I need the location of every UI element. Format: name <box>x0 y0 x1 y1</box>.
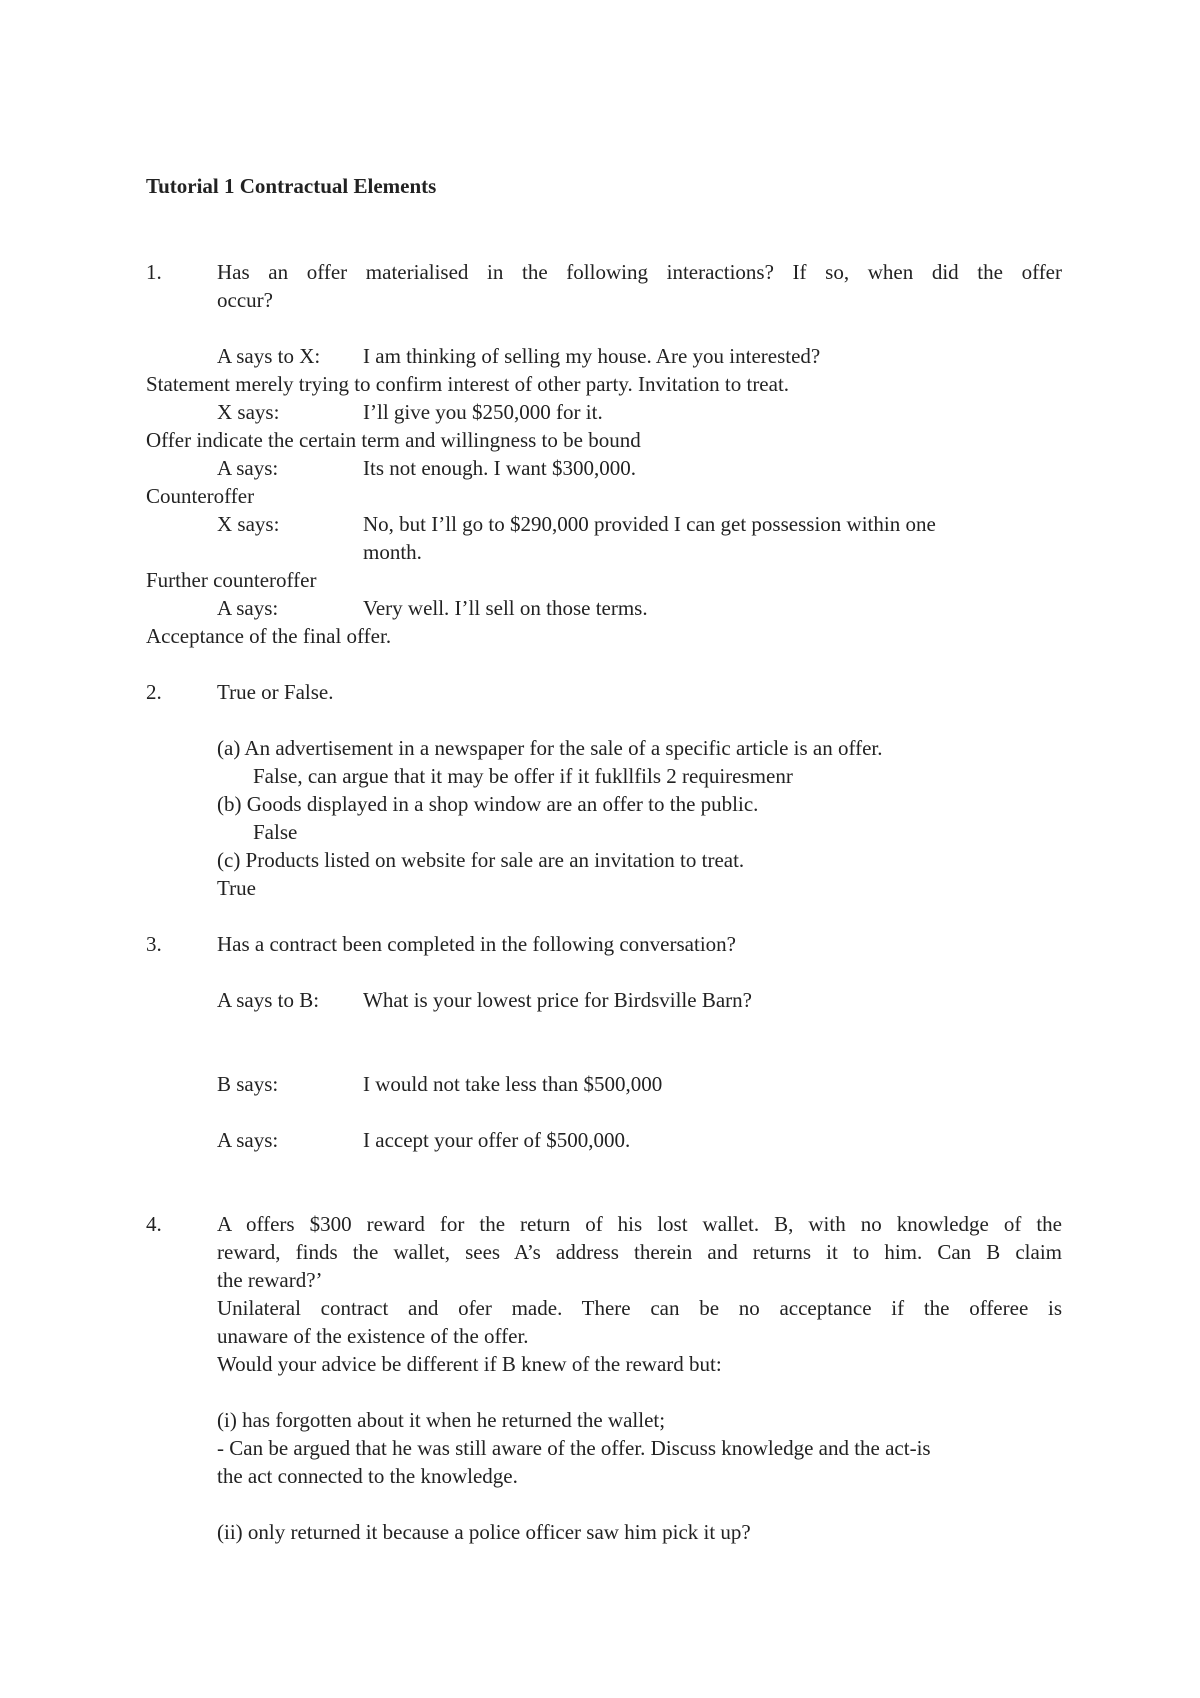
q1-text-line1: Has an offer materialised in the following interactions? If so, when did the offer <box>217 260 1062 284</box>
q1-speaker-2: X says: <box>217 400 280 424</box>
q2-answer-a: False, can argue that it may be offer if it fukllfils 2 requiresmenr <box>253 764 793 788</box>
q2-number: 2. <box>146 680 162 704</box>
q4-sub-ii: (ii) only returned it because a police officer saw him pick it up? <box>217 1520 751 1544</box>
q4-advice: Would your advice be different if B knew of the reward but: <box>217 1352 722 1376</box>
q1-speech-4-cont: month. <box>363 540 422 564</box>
q4-question-line1: A offers $300 reward for the return of his lost wallet. B, with no knowledge of the <box>217 1212 1062 1236</box>
q1-speaker-3: A says: <box>217 456 279 480</box>
q1-number: 1. <box>146 260 162 284</box>
q1-speech-5: Very well. I’ll sell on those terms. <box>363 596 648 620</box>
q4-answer-line1: Unilateral contract and ofer made. There can be no acceptance if the offeree is <box>217 1296 1062 1320</box>
q1-speech-1: I am thinking of selling my house. Are you interested? <box>363 344 821 368</box>
q4-sub-i-answer-line1: - Can be argued that he was still aware of the offer. Discuss knowledge and the act-is <box>217 1436 931 1460</box>
q4-question-line2: reward, finds the wallet, sees A’s address therein and returns it to him. Can B claim <box>217 1240 1062 1264</box>
q3-speaker-1: A says to B: <box>217 988 320 1012</box>
q2-answer-b: False <box>253 820 298 844</box>
q4-answer-line2: unaware of the existence of the offer. <box>217 1324 529 1348</box>
q2-text: True or False. <box>217 680 334 704</box>
page-title: Tutorial 1 Contractual Elements <box>146 174 437 198</box>
q1-text-line2: occur? <box>217 288 273 312</box>
q2-item-a: (a) An advertisement in a newspaper for the sale of a specific article is an offer. <box>217 736 883 760</box>
q1-speech-3: Its not enough. I want $300,000. <box>363 456 636 480</box>
q3-speaker-2: B says: <box>217 1072 279 1096</box>
q4-sub-i-answer-line2: the act connected to the knowledge. <box>217 1464 518 1488</box>
q4-sub-i: (i) has forgotten about it when he returned the wallet; <box>217 1408 666 1432</box>
q1-note-4: Further counteroffer <box>146 568 317 592</box>
q1-speaker-1: A says to X: <box>217 344 321 368</box>
q4-question-line3: the reward?’ <box>217 1268 323 1292</box>
q1-note-3: Counteroffer <box>146 484 255 508</box>
q1-speech-4: No, but I’ll go to $290,000 provided I can get possession within one <box>363 512 936 536</box>
q3-text: Has a contract been completed in the following conversation? <box>217 932 736 956</box>
q3-speaker-3: A says: <box>217 1128 279 1152</box>
q2-item-b: (b) Goods displayed in a shop window are an offer to the public. <box>217 792 759 816</box>
q3-speech-1: What is your lowest price for Birdsville Barn? <box>363 988 752 1012</box>
q1-note-1: Statement merely trying to confirm interest of other party. Invitation to treat. <box>146 372 790 396</box>
q1-note-2: Offer indicate the certain term and willingness to be bound <box>146 428 641 452</box>
q2-item-c: (c) Products listed on website for sale are an invitation to treat. <box>217 848 745 872</box>
q1-note-5: Acceptance of the final offer. <box>146 624 392 648</box>
q1-speech-2: I’ll give you $250,000 for it. <box>363 400 603 424</box>
q1-speaker-5: A says: <box>217 596 279 620</box>
q1-speaker-4: X says: <box>217 512 280 536</box>
q3-speech-2: I would not take less than $500,000 <box>363 1072 663 1096</box>
q3-number: 3. <box>146 932 162 956</box>
q2-answer-c: True <box>217 876 256 900</box>
q4-number: 4. <box>146 1212 162 1236</box>
q3-speech-3: I accept your offer of $500,000. <box>363 1128 631 1152</box>
